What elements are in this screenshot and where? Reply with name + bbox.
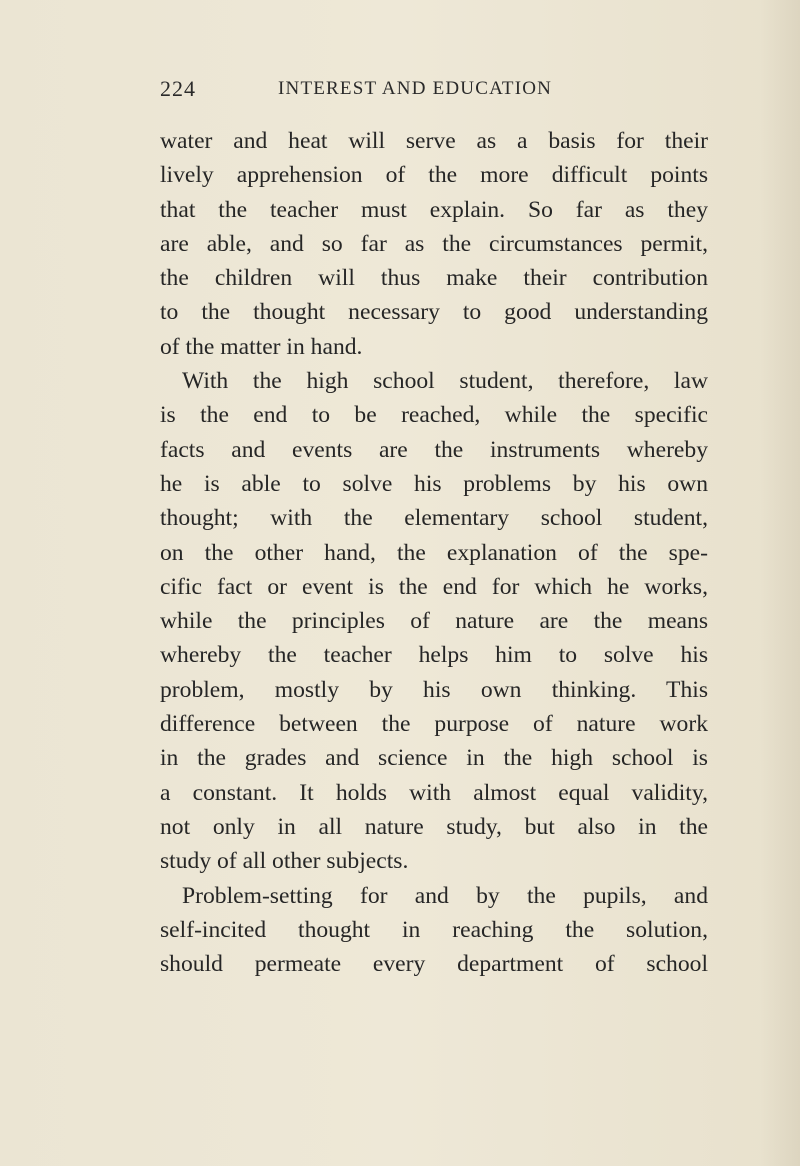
page-number: 224 [160,76,196,101]
paragraph-first-line: Problem-setting for and by the pupils, and [182,882,708,909]
text-line: not only in all nature study, but also in the [160,813,708,840]
text-line: water and heat will serve as a basis for their [160,128,708,154]
text-line: he is able to solve his problems by his own [160,470,708,497]
text-line: self-incited thought in reaching the solution, [160,916,708,943]
text-line: lively apprehension of the more difficult points [160,162,708,189]
text-line: on the other hand, the explanation of the spe- [160,539,708,566]
text-line: whereby the teacher helps him to solve his [160,642,708,669]
body-text [160,124,708,981]
text-line: facts and events are the instruments whereby [160,436,708,463]
text-line: that the teacher must explain. So far as they [160,196,708,223]
paragraph-first-line: With the high school student, therefore, law [182,368,708,395]
running-head [160,76,680,106]
text-line: thought; with the elementary school student, [160,505,708,532]
text-line: the children will thus make their contribution [160,265,708,292]
text-line: to the thought necessary to good understanding [160,299,708,326]
text-line: difference between the purpose of nature work [160,711,708,738]
page-edge-shadow [760,0,800,1166]
text-line: in the grades and science in the high school is [160,745,708,772]
text-line: is the end to be reached, while the specific [160,402,708,429]
running-title: INTEREST AND EDUCATION [278,78,553,99]
text-line: while the principles of nature are the means [160,608,708,635]
text-line: of the matter in hand. [160,333,363,360]
text-line: are able, and so far as the circumstances permit, [160,230,708,257]
text-line: study of all other subjects. [160,848,409,875]
text-line: problem, mostly by his own thinking. This [160,676,708,703]
text-line: should permeate every department of school [160,951,708,978]
text-line: a constant. It holds with almost equal validity, [160,779,708,806]
text-line: cific fact or event is the end for which he works, [160,573,708,600]
